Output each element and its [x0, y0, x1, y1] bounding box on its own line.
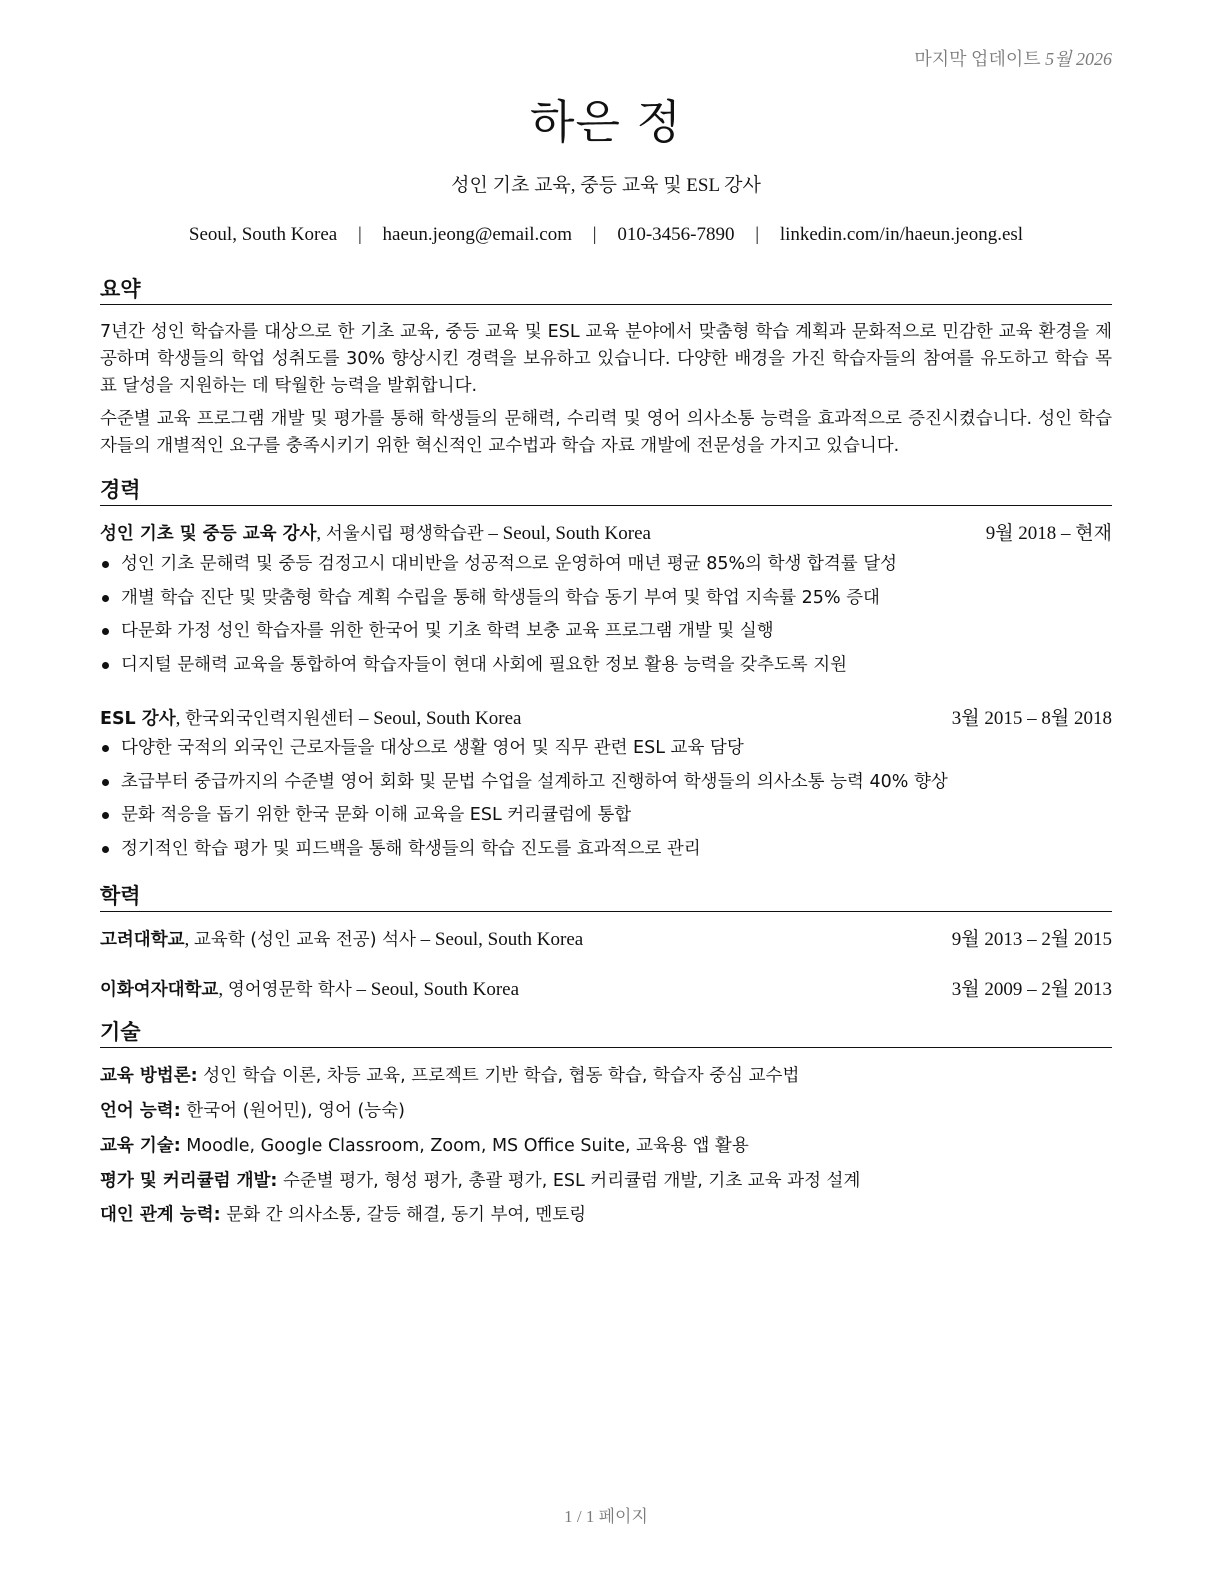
- job-location: Seoul, South Korea: [502, 523, 651, 544]
- skill-row: [100, 1098, 1112, 1124]
- education-school: 고려대학교: [100, 930, 185, 950]
- contact-separator: |: [592, 224, 597, 245]
- candidate-headline: 성인 기초 교육, 중등 교육 및 ESL 강사: [451, 175, 761, 196]
- job-bullet: 성인 기초 문해력 및 중등 검정고시 대비반을 성공적으로 운영하여 매년 평균 85%의 학생 합격률 달성: [100, 551, 1112, 585]
- skill-value: Moodle, Google Classroom, Zoom, MS Office Suite, 교육용 앱 활용: [186, 1136, 749, 1156]
- job-bullet: 초급부터 중급까지의 수준별 영어 회화 및 문법 수업을 설계하고 진행하여 학생들의 의사소통 능력 40% 향상: [100, 769, 1112, 803]
- contact-email[interactable]: haeun.jeong@email.com: [382, 224, 573, 245]
- skill-row: [100, 1133, 1112, 1159]
- job-org: 한국외국인력지원센터: [185, 709, 355, 729]
- job-bullet: 문화 적응을 돕기 위한 한국 문화 이해 교육을 ESL 커리큘럼에 통합: [100, 802, 1112, 836]
- last-updated-date: 5월 2026: [1045, 49, 1112, 69]
- skill-row: [100, 1202, 1112, 1228]
- job-dates: 9월 2018 – 현재: [985, 523, 1112, 544]
- education-dates: 3월 2009 – 2월 2013: [951, 979, 1112, 1000]
- candidate-name: 하은 정: [530, 95, 682, 149]
- skill-value: 수준별 평가, 형성 평가, 총괄 평가, ESL 커리큘럼 개발, 기초 교육 과정 설계: [283, 1171, 861, 1191]
- skill-value: 성인 학습 이론, 차등 교육, 프로젝트 기반 학습, 협동 학습, 학습자 중심 교수법: [203, 1066, 800, 1086]
- job-bullets: [100, 735, 1112, 869]
- contact-location: Seoul, South Korea: [188, 224, 338, 245]
- job-dates: 3월 2015 – 8월 2018: [951, 708, 1112, 729]
- job-org: 서울시립 평생학습관: [325, 524, 484, 544]
- last-updated-label: 마지막 업데이트: [914, 49, 1041, 69]
- education-location: Seoul, South Korea: [370, 979, 520, 1000]
- skill-row: [100, 1063, 1112, 1089]
- education-dates: 9월 2013 – 2월 2015: [951, 929, 1112, 950]
- summary-paragraph: 7년간 성인 학습자를 대상으로 한 기초 교육, 중등 교육 및 ESL 교육 분야에서 맞춤형 학습 계획과 문화적으로 민감한 교육 환경을 제공하며 학생들의 학업 성취도를 30% 향상시킨 경력을 보유하고 있습니다. 다양한 배경을 가진 학습자들의 참여를 유도하고 학습 목표 달성을 지원하는 데 탁월한 능력을 발휘합니다.: [100, 322, 1112, 396]
- summary-paragraph: 수준별 교육 프로그램 개발 및 평가를 통해 학생들의 문해력, 수리력 및 영어 의사소통 능력을 효과적으로 증진시켰습니다. 성인 학습자들의 개별적인 요구를 충족시키기 위한 혁신적인 교수법과 학습 자료 개발에 전문성을 가지고 있습니다.: [100, 409, 1112, 456]
- skill-label: 교육 방법론:: [100, 1066, 198, 1086]
- last-updated: [914, 45, 1112, 71]
- contact-linkedin[interactable]: linkedin.com/in/haeun.jeong.esl: [779, 224, 1024, 245]
- section-title-education: 학력: [100, 883, 1112, 912]
- contact-separator: |: [755, 224, 760, 245]
- skill-label: 대인 관계 능력:: [100, 1205, 221, 1225]
- skill-label: 언어 능력:: [100, 1101, 181, 1121]
- page-indicator: 1 / 1 페이지: [564, 1507, 648, 1526]
- contact-line: [100, 224, 1112, 246]
- job-role: 성인 기초 및 중등 교육 강사: [100, 524, 317, 544]
- job-bullet: 다양한 국적의 외국인 근로자들을 대상으로 생활 영어 및 직무 관련 ESL 교육 담당: [100, 735, 1112, 769]
- job-bullet: 다문화 가정 성인 학습자를 위한 한국어 및 기초 학력 보충 교육 프로그램 개발 및 실행: [100, 618, 1112, 652]
- job-bullet: 개별 학습 진단 및 맞춤형 학습 계획 수립을 통해 학생들의 학습 동기 부여 및 학업 지속률 25% 증대: [100, 585, 1112, 619]
- job-bullet: 정기적인 학습 평가 및 피드백을 통해 학생들의 학습 진도를 효과적으로 관리: [100, 836, 1112, 870]
- job-location: Seoul, South Korea: [373, 708, 522, 729]
- education-school: 이화여자대학교: [100, 980, 219, 1000]
- section-title-experience: 경력: [100, 477, 1112, 506]
- job-bullets: [100, 551, 1112, 685]
- contact-phone: 010-3456-7890: [617, 224, 735, 245]
- section-title-skills: 기술: [100, 1019, 1112, 1048]
- skill-value: 한국어 (원어민), 영어 (능숙): [186, 1101, 405, 1121]
- skill-label: 교육 기술:: [100, 1136, 181, 1156]
- education-location: Seoul, South Korea: [434, 929, 584, 950]
- skill-label: 평가 및 커리큘럼 개발:: [100, 1171, 278, 1191]
- education-degree: 교육학 (성인 교육 전공) 석사: [194, 930, 416, 950]
- job-role: ESL 강사: [100, 709, 176, 729]
- job-bullet: 디지털 문해력 교육을 통합하여 학습자들이 현대 사회에 필요한 정보 활용 능력을 갖추도록 지원: [100, 652, 1112, 686]
- education-degree: 영어영문학 학사: [227, 980, 352, 1000]
- skill-row: [100, 1168, 1112, 1194]
- resume-page: 마지막 업데이트 5월 2026 하은 정 성인 기초 교육, 중등 교육 및 ESL 강사 Seoul, South Korea | haeun.jeong@email.com | 010-3456-7890 | linkedin.com/in/haeun.jeong.esl 요약 7년간 성인 학습자를 대상으로 한 기초 교육, 중등 교육 및 ESL 교육 분야에서 맞춤형 학습 계획과 문화적으로 민감한 교육 환경을 제공하며 학생들의 학업 성취도를 30% 향상시킨 경력을 보유하고 있습니다. 다양한 배경을 가진 학습자들의 참여를 유도하고 학습 목표 달성을 지원하는 데 탁월한 능력을 발휘합니다. 수준별 교육 프로그램 개발 및 평가를 통해 학생들의 문해력, 수리력 및 영어 의사소통 능력을 효과적으로 증진시켰습니다. 성인 학습자들의 개별적인 요구를 충족시키기 위한 혁신적인 교수법과 학습 자료 개발에 전문성을 가지고 있습니다. 경력 성인 기초 및 중등 교육 강사, 서울시립 평생학습관 – Seoul, South Korea 9월 2018 – 현재 성인 기초 문해력 및 중등 검정고시 대비반을 성공적으로 운영하여 매년 평균 85%의 학생 합격률 달성 개별 학습 진단 및 맞춤형 학습 계획 수립을 통해 학생들의 학습 동기 부여 및 학업 지속률 25% 증대 다문화 가정 성인 학습자를 위한 한국어 및 기초 학력 보충 교육 프로그램 개발 및 실행 디지털 문해력 교육을 통합하여 학습자들이 현대 사회에 필요한 정보 활용 능력을 갖추도록 지원 ESL 강사, 한국외국인력지원센터 – Seoul, South Korea 3월 2015 – 8월 2018 다양한 국적의 외국인 근로자들을 대상으로 생활 영어 및 직무 관련 ESL 교육 담당 초급부터 중급까지의 수준별 영어 회화 및 문법 수업을 설계하고 진행하여 학생들의 의사소통 능력 40% 향상 문화 적응을 돕기 위한 한국 문화 이해 교육을 ESL 커리큘럼에 통합 정기적인 학습 평가 및 피드백을 통해 학생들의 학습 진도를 효과적으로 관리 학력 고려대학교, 교육학 (성인 교육 전공) 석사 – Seoul, South Korea 9월 2013 – 2월 2015 이화여자대학교, 영어영문학 학사 – Seoul, South Korea 3월 2009 – 2월 2013 기술 교육 방법론: 성인 학습 이론, 차등 교육, 프로젝트 기반 학습, 협동 학습, 학습자 중심 교수법 언어 능력: 한국어 (원어민), 영어 (능숙) 교육 기술: Moodle, Google Classroom, Zoom, MS Office Suite, 교육용 앱 활용 평가 및 커리큘럼 개발: 수준별 평가, 형성 평가, 총괄 평가, ESL 커리큘럼 개발, 기초 교육 과정 설계 대인 관계 능력: 문화 간 의사소통, 갈등 해결, 동기 부여, 멘토링 1 / 1 페이지: [100, 0, 1112, 1584]
- skill-value: 문화 간 의사소통, 갈등 해결, 동기 부여, 멘토링: [226, 1205, 587, 1225]
- section-title-summary: 요약: [100, 276, 1112, 305]
- contact-separator: |: [357, 224, 362, 245]
